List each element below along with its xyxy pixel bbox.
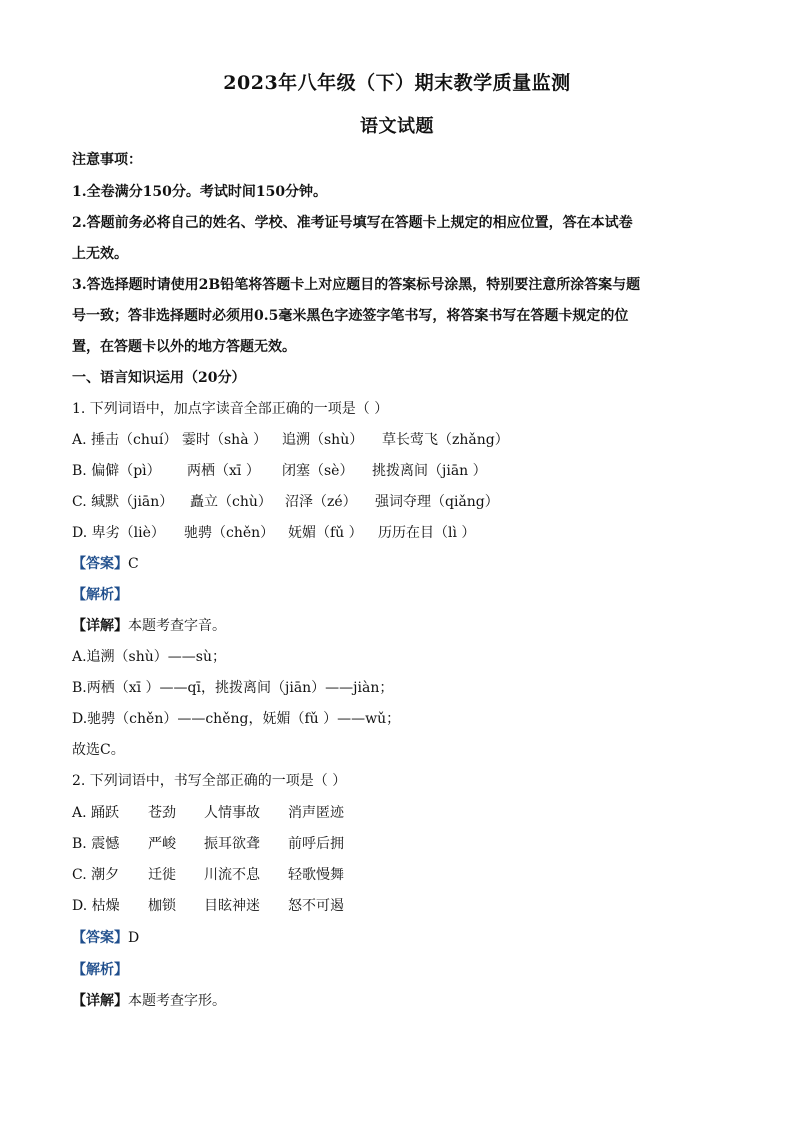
q2-detail [72,991,732,1011]
q2-option-b-word-3: 振耳欲聋 [204,836,260,852]
q1-option-c-word-2: 矗立（chù） [190,494,272,510]
q2-option-c [72,865,732,885]
q1-stem: 1. 下列词语中，加点字读音全部正确的一项是（ ） [72,401,389,417]
q2-option-d-word-4: 怒不可遏 [288,898,344,914]
q1-answer-value: C [128,556,139,572]
page-title: 2023年八年级（下）期末教学质量监测 [223,72,571,94]
q1-detail-tag: 【详解】 [72,618,128,634]
q1-option-a-word-1: A. 捶击（chuí） [72,432,178,448]
q1-analysis [72,585,732,605]
q2-option-b [72,834,732,854]
q2-option-d-word-2: 枷锁 [148,898,176,914]
q2-analysis [72,960,732,980]
q2-option-b-word-2: 严峻 [148,836,176,852]
q2-option-c-word-2: 迁徙 [148,867,176,883]
q2-option-c-word-3: 川流不息 [204,867,260,883]
q1-option-a [72,430,732,450]
q1-option-a-word-2: 霎时（shà ） [182,432,267,448]
q1-option-c [72,492,732,512]
q2-option-d-word-3: 目眩神迷 [204,898,260,914]
notice-heading: 注意事项： [72,152,142,168]
q2-option-d [72,896,732,916]
q2-option-a-word-1: A. 踊跃 [72,805,120,821]
q1-analysis-tag: 【解析】 [72,587,128,603]
notice-item-2-line-1: 2.答题前务必将自己的姓名、学校、准考证号填写在答题卡上规定的相应位置，答在本试卷 [72,215,633,231]
q2-option-a-word-2: 苍劲 [148,805,176,821]
q1-option-c-word-1: C. 缄默（jiān） [72,494,174,510]
q2-option-a-word-3: 人情事故 [204,805,260,821]
section-heading: 一、语言知识运用（20分） [72,370,246,386]
q2-option-c-word-4: 轻歌慢舞 [288,867,344,883]
q1-explanation-line-1: A.追溯（shù）——sù； [72,649,226,665]
q1-option-c-word-4: 强词夺理（qiǎng） [375,494,499,510]
q1-option-b-word-3: 闭塞（sè） [282,463,354,479]
q2-detail-text: 本题考查字形。 [128,993,226,1009]
q1-option-b-word-2: 两栖（xī ） [187,463,260,479]
notice-item-1: 1.全卷满分150分。考试时间150分钟。 [72,184,328,200]
q2-answer-value: D [128,930,140,946]
q2-option-b-word-1: B. 震憾 [72,836,120,852]
notice-item-2-line-2: 上无效。 [72,246,128,262]
q1-detail [72,616,732,636]
q1-option-b [72,461,732,481]
q1-option-d [72,523,732,543]
page-subtitle: 语文试题 [360,116,434,137]
q1-option-a-word-4: 草长莺飞（zhǎng） [382,432,509,448]
q1-explanation-line-3: D.驰骋（chěn）——chěng，妩媚（fǔ ）——wǔ； [72,711,401,727]
q2-answer [72,928,732,948]
q2-option-c-word-1: C. 潮夕 [72,867,120,883]
q1-explanation-line-2: B.两栖（xī ）——qī，挑拨离间（jiān）——jiàn； [72,680,394,696]
q1-option-b-word-4: 挑拨离间（jiān ） [372,463,487,479]
q2-detail-tag: 【详解】 [72,993,128,1009]
q2-stem: 2. 下列词语中，书写全部正确的一项是（ ） [72,773,347,789]
q1-answer [72,554,732,574]
q1-option-d-word-1: D. 卑劣（liè） [72,525,165,541]
q2-option-b-word-4: 前呼后拥 [288,836,344,852]
q1-option-c-word-3: 沼泽（zé） [285,494,357,510]
q1-option-d-word-2: 驰骋（chěn） [184,525,275,541]
q2-option-a-word-4: 消声匿迹 [288,805,344,821]
q2-analysis-tag: 【解析】 [72,962,128,978]
q1-option-a-word-3: 追溯（shù） [282,432,364,448]
q1-answer-tag: 【答案】 [72,556,128,572]
notice-item-3-line-1: 3.答选择题时请使用2B铅笔将答题卡上对应题目的答案标号涂黑，特别要注意所涂答案与题 [72,277,641,293]
q1-detail-text: 本题考查字音。 [128,618,226,634]
notice-item-3-line-2: 号一致；答非选择题时必须用0.5毫米黑色字迹签字笔书写，将答案书写在答题卡规定的位 [72,308,629,324]
q1-explanation-line-4: 故选C。 [72,742,125,758]
q1-option-b-word-1: B. 偏僻（pì） [72,463,161,479]
notice-item-3-line-3: 置，在答题卡以外的地方答题无效。 [72,339,296,355]
q1-option-d-word-3: 妩媚（fǔ ） [288,525,363,541]
q2-option-a [72,803,732,823]
q1-option-d-word-4: 历历在目（lì ） [378,525,476,541]
q2-answer-tag: 【答案】 [72,930,128,946]
q2-option-d-word-1: D. 枯燥 [72,898,120,914]
